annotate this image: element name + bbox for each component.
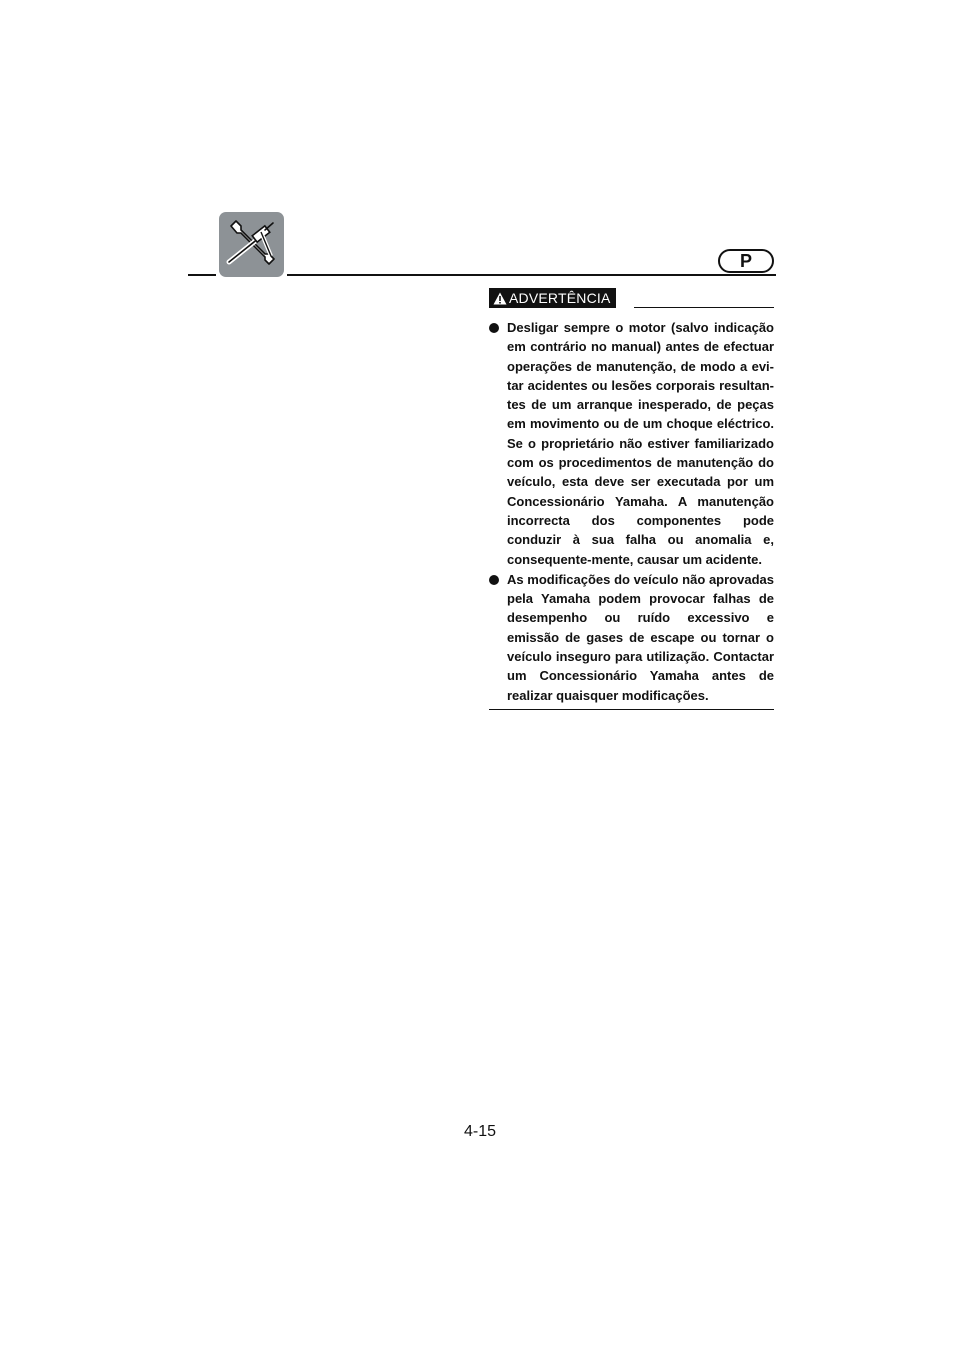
- bullet-icon: [489, 323, 499, 333]
- warning-box: [489, 288, 774, 710]
- language-badge: P: [718, 249, 774, 273]
- warning-item-text: As modificações do veículo não aprovadas pela Yamaha podem provocar falhas de desempenho ou ruído excessivo e emissão de gases de escape ou tornar o veículo inseguro para utilização. Contactar um Concessionário Yamaha antes de realizar quaisquer modificações.: [507, 571, 774, 703]
- warning-bottom-rule: [489, 709, 774, 710]
- warning-label-text: ADVERTÊNCIA: [509, 290, 611, 306]
- header-rule-left: [188, 274, 216, 276]
- list-item: [489, 318, 774, 569]
- warning-triangle-icon: [493, 292, 507, 305]
- page-number: 4-15: [463, 1123, 497, 1140]
- bullet-icon: [489, 575, 499, 585]
- warning-header-rule: [634, 307, 774, 308]
- tools-icon: [219, 212, 284, 277]
- header-rule-right: [287, 274, 776, 276]
- warning-header: [489, 288, 774, 310]
- list-item: [489, 570, 774, 705]
- warning-item-text: Desligar sempre o motor (salvo indicação em contrário no manual) antes de efectuar operações de manutenção, de modo a evi-tar acidentes ou lesões corporais resultan-tes de um arranque inesperado, de peças em movimento ou de um choque eléctrico. Se o proprietário não estiver familiarizado com os procedimentos de manutenção do veículo, esta deve ser executada por um Concessionário Yamaha. A manutenção incorrecta dos componentes pode conduzir à sua falha ou anomalia e, consequente-mente, causar um acidente.: [507, 320, 774, 567]
- warning-list: [489, 318, 774, 705]
- warning-label: [489, 288, 616, 308]
